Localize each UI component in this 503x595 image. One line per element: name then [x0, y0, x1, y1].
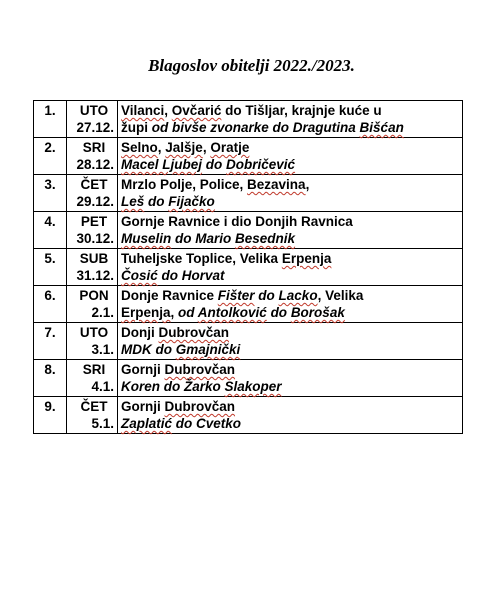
locations-line-2: [121, 156, 459, 173]
text-segment: Vilanci: [121, 103, 165, 118]
text-segment: do: [266, 305, 291, 320]
row-number: 4.: [34, 212, 67, 249]
row-locations: [118, 101, 463, 138]
text-segment: Jalšje: [165, 140, 203, 155]
day-name: ČET: [80, 177, 108, 192]
row-day-cell: [67, 175, 118, 212]
locations-line-1: [121, 250, 459, 267]
row-locations: [118, 323, 463, 360]
text-segment: Dubrovčan: [158, 325, 230, 340]
locations-line-2: [121, 267, 459, 284]
day-name: ČET: [80, 399, 108, 414]
text-segment: Bišćan: [359, 120, 404, 135]
row-locations: [118, 212, 463, 249]
text-segment: od bivše zvonarke do Dragutina: [151, 120, 360, 135]
table-row: [34, 360, 463, 397]
schedule-table: [33, 100, 463, 434]
text-segment: Leš: [121, 194, 145, 209]
row-number: 3.: [34, 175, 67, 212]
row-day-cell: [67, 212, 118, 249]
locations-line-2: [121, 230, 459, 247]
text-segment: Fišter: [217, 288, 255, 303]
row-locations: [118, 286, 463, 323]
day-name: SRI: [82, 140, 106, 155]
row-day-cell: [67, 101, 118, 138]
locations-line-1: [121, 324, 459, 341]
text-segment: do: [202, 157, 227, 172]
locations-line-2: [121, 119, 459, 136]
text-segment: Mrzlo Polje, Police,: [121, 177, 248, 192]
locations-line-2: [121, 415, 459, 432]
text-segment: Macel Ljubej: [121, 157, 203, 172]
text-segment: ,: [157, 140, 166, 155]
locations-line-2: [121, 304, 459, 321]
row-day-cell: [67, 360, 118, 397]
locations-line-2: [121, 193, 459, 210]
row-number: 6.: [34, 286, 67, 323]
locations-line-1: [121, 139, 459, 156]
day-date: 28.12.: [76, 157, 114, 172]
row-day-cell: [67, 286, 118, 323]
text-segment: ,: [164, 103, 172, 118]
day-date: 4.1.: [91, 379, 114, 394]
day-date: 29.12.: [76, 194, 114, 209]
text-segment: Borošak: [290, 305, 345, 320]
locations-line-1: [121, 176, 459, 193]
locations-line-1: [121, 102, 459, 119]
row-number: 2.: [34, 138, 67, 175]
text-segment: do: [172, 416, 197, 431]
text-segment: Tuheljske Toplice, Velika: [121, 251, 282, 266]
text-segment: Bezavina: [247, 177, 306, 192]
text-segment: ,: [170, 305, 179, 320]
day-date: 2.1.: [91, 305, 114, 320]
day-name: SUB: [79, 251, 109, 266]
day-name: UTO: [79, 103, 109, 118]
day-date: 31.12.: [76, 268, 114, 283]
text-segment: do: [254, 288, 279, 303]
day-name: PET: [80, 214, 108, 229]
text-segment: Gornji: [121, 399, 165, 414]
text-segment: , Velika: [317, 288, 364, 303]
day-date: 27.12.: [76, 120, 114, 135]
locations-line-1: [121, 287, 459, 304]
text-segment: Dobričević: [226, 157, 296, 172]
row-locations: [118, 360, 463, 397]
text-segment: Selno: [121, 140, 158, 155]
row-number: 8.: [34, 360, 67, 397]
text-segment: Antolković: [197, 305, 267, 320]
row-locations: [118, 138, 463, 175]
day-name: SRI: [82, 362, 106, 377]
table-row: [34, 101, 463, 138]
locations-line-2: [121, 378, 459, 395]
text-segment: Gmajnički: [175, 342, 241, 357]
text-segment: Lacko: [278, 288, 318, 303]
text-segment: do: [144, 194, 169, 209]
text-segment: Erpenja: [121, 305, 171, 320]
text-segment: do Mario: [171, 231, 236, 246]
table-row: [34, 138, 463, 175]
text-segment: Slakoper: [224, 379, 282, 394]
table-row: [34, 323, 463, 360]
text-segment: Čosić: [121, 268, 158, 283]
day-name: PON: [79, 288, 109, 303]
row-day-cell: [67, 397, 118, 434]
day-name: UTO: [79, 325, 109, 340]
locations-line-1: [121, 361, 459, 378]
text-segment: Dubrovčan: [164, 362, 236, 377]
row-locations: [118, 397, 463, 434]
day-date: 30.12.: [76, 231, 114, 246]
text-segment: Zaplatić: [121, 416, 173, 431]
row-number: 1.: [34, 101, 67, 138]
table-row: [34, 212, 463, 249]
text-segment: ,: [305, 177, 310, 192]
row-locations: [118, 249, 463, 286]
text-segment: Koren do Žarko: [121, 379, 225, 394]
text-segment: Dubrovčan: [164, 399, 236, 414]
schedule-rows: [34, 101, 463, 434]
text-segment: Donji: [121, 325, 159, 340]
row-day-cell: [67, 138, 118, 175]
row-day-cell: [67, 323, 118, 360]
table-row: [34, 286, 463, 323]
text-segment: Ovčarić: [171, 103, 222, 118]
text-segment: Gornji: [121, 362, 165, 377]
text-segment: župi: [121, 120, 152, 135]
text-segment: Oratje: [210, 140, 250, 155]
row-day-cell: [67, 249, 118, 286]
text-segment: Gornje Ravnice i dio Donjih Ravnica: [121, 214, 353, 229]
day-date: 3.1.: [91, 342, 114, 357]
document-title: Blagoslov obitelji 2022./2023.: [148, 56, 355, 75]
row-number: 7.: [34, 323, 67, 360]
locations-line-1: [121, 213, 459, 230]
row-number: 9.: [34, 397, 67, 434]
text-segment: Cvetko: [196, 416, 242, 431]
text-segment: Fijačko: [168, 194, 215, 209]
text-segment: Muselin: [121, 231, 172, 246]
table-row: [34, 397, 463, 434]
text-segment: do Tišljar, krajnje kuće u: [221, 103, 382, 118]
row-number: 5.: [34, 249, 67, 286]
text-segment: Erpenja: [281, 251, 332, 266]
locations-line-2: [121, 341, 459, 358]
text-segment: od: [178, 305, 198, 320]
day-date: 5.1.: [91, 416, 114, 431]
text-segment: ,: [202, 140, 211, 155]
text-segment: do Horvat: [157, 268, 225, 283]
text-segment: Donje Ravnice: [121, 288, 218, 303]
row-locations: [118, 175, 463, 212]
locations-line-1: [121, 398, 459, 415]
table-row: [34, 175, 463, 212]
text-segment: MDK do: [121, 342, 176, 357]
table-row: [34, 249, 463, 286]
text-segment: Besednik: [235, 231, 296, 246]
